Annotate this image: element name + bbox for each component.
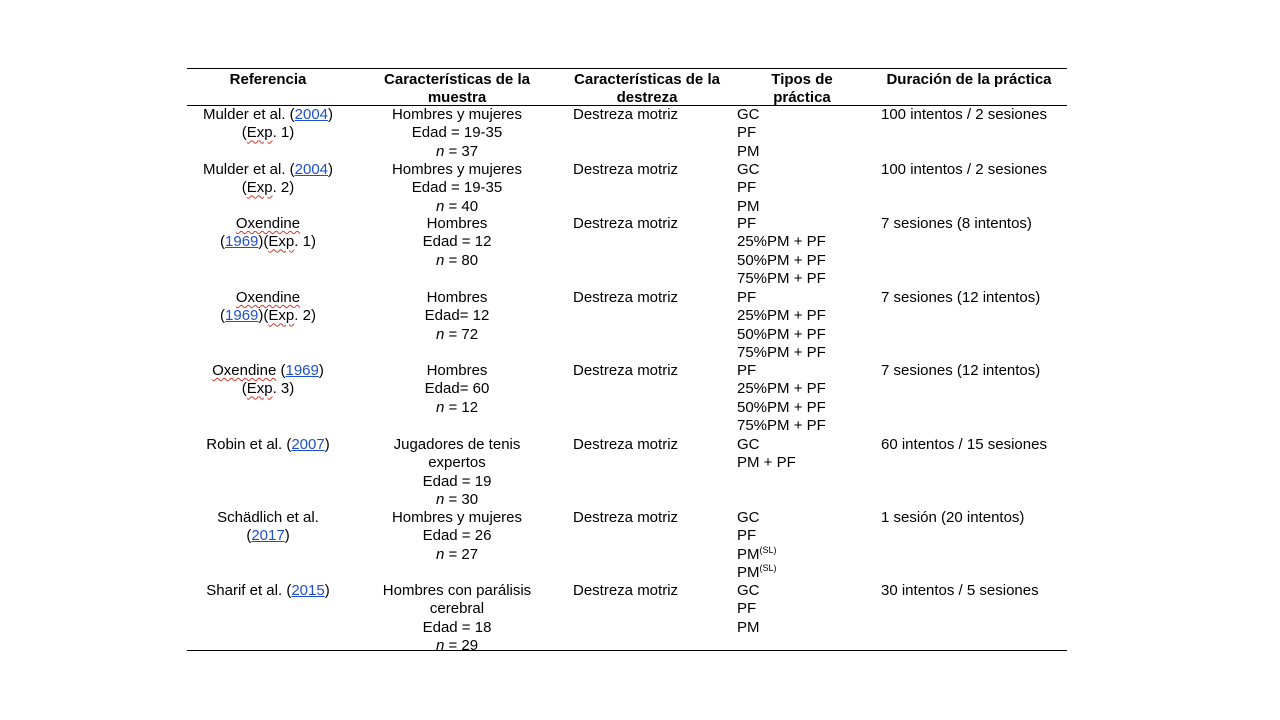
n-label: n: [435, 398, 445, 416]
practice-line: GC: [737, 436, 760, 453]
sample-cell: [372, 509, 542, 564]
reference-cell: [187, 582, 349, 600]
year-link[interactable]: 2007: [291, 436, 325, 453]
practice-line: PF: [737, 362, 757, 379]
sample-line: Hombres: [426, 289, 488, 306]
duration-cell: 7 sesiones (8 intentos): [881, 215, 1032, 232]
practice-line: PM: [737, 142, 760, 160]
reference-cell: [187, 362, 349, 399]
practice-cell: [737, 582, 877, 637]
reference-text: . 1): [272, 124, 295, 142]
table-row: [187, 161, 1067, 215]
spellcheck-word: Exp: [268, 233, 295, 251]
practice-line: PF: [737, 124, 757, 142]
header-duracion-practica: Duración de la práctica: [886, 71, 1052, 88]
practice-cell: [737, 509, 877, 582]
duration-cell: 100 intentos / 2 sesiones: [881, 161, 1047, 178]
skill-cell: Destreza motriz: [573, 106, 679, 123]
skill-cell: Destreza motriz: [573, 436, 679, 453]
practice-line: GC: [737, 161, 760, 178]
n-value: = 12: [444, 398, 479, 416]
reference-text: (: [276, 362, 286, 379]
practice-line: 75%PM + PF: [737, 416, 826, 434]
n-value: = 27: [444, 545, 479, 563]
sample-line: cerebral: [429, 600, 485, 618]
practice-line: 75%PM + PF: [737, 269, 826, 287]
n-value: = 80: [444, 251, 479, 269]
practice-cell: [737, 362, 877, 435]
practice-line: PM: [737, 545, 760, 563]
practice-cell: [737, 161, 877, 216]
practice-line: PM: [737, 197, 760, 215]
reference-text: (: [241, 179, 247, 197]
reference-cell: [187, 436, 349, 454]
practice-line: GC: [737, 509, 760, 526]
reference-text: . 2): [294, 307, 316, 325]
reference-text: . 3): [272, 380, 295, 398]
reference-text: (: [246, 527, 252, 545]
practice-line: 25%PM + PF: [737, 380, 826, 398]
sample-cell: [372, 215, 542, 270]
year-link[interactable]: 1969: [285, 362, 319, 379]
n-value: = 37: [444, 142, 479, 160]
practice-line: GC: [737, 582, 760, 599]
sample-line: Hombres con parálisis: [382, 582, 532, 599]
header-caracteristicas-muestra: Características de la muestra: [384, 71, 530, 106]
practice-line: PF: [737, 179, 757, 197]
practice-line: PF: [737, 527, 757, 545]
sample-line: expertos: [428, 454, 486, 472]
reference-text: (: [241, 380, 247, 398]
spellcheck-word: Exp: [246, 124, 273, 142]
year-link[interactable]: 2017: [251, 527, 285, 545]
practice-cell: [737, 289, 877, 362]
reference-text: ): [328, 106, 334, 123]
duration-cell: 100 intentos / 2 sesiones: [881, 106, 1047, 123]
spellcheck-word: Exp: [246, 179, 273, 197]
sample-line: Hombres y mujeres: [391, 106, 523, 123]
skill-cell: Destreza motriz: [573, 215, 679, 232]
n-value: = 40: [444, 197, 479, 215]
skill-cell: Destreza motriz: [573, 582, 679, 599]
spellcheck-word: Oxendine: [235, 215, 301, 232]
sample-cell: [372, 106, 542, 161]
table-row: [187, 106, 1067, 161]
n-label: n: [435, 197, 445, 215]
practice-line: PM: [737, 563, 760, 581]
skill-cell: Destreza motriz: [573, 289, 679, 306]
reference-cell: [187, 215, 349, 252]
practice-line: PM: [737, 618, 760, 636]
reference-text: Mulder et al. (: [202, 161, 295, 178]
n-label: n: [435, 251, 445, 269]
practice-line: 50%PM + PF: [737, 398, 826, 416]
sample-line: Edad = 18: [422, 618, 492, 636]
sample-line: Edad = 19: [422, 472, 492, 490]
sample-line: Edad = 26: [422, 527, 492, 545]
sample-line: Edad = 19-35: [411, 124, 503, 142]
reference-cell: [187, 106, 349, 143]
table-row: [187, 436, 1067, 509]
header-tipos-practica: Tipos de práctica: [771, 71, 833, 106]
reference-text: . 2): [272, 179, 295, 197]
study-table: [187, 68, 1067, 654]
header-caracteristicas-destreza: Características de la destreza: [574, 71, 720, 106]
table-row: [187, 582, 1067, 654]
sample-line: Hombres y mujeres: [391, 161, 523, 178]
sample-line: Edad= 12: [424, 307, 490, 325]
table-row: [187, 215, 1067, 289]
duration-cell: 30 intentos / 5 sesiones: [881, 582, 1039, 599]
sample-cell: [372, 289, 542, 344]
practice-cell: [737, 106, 877, 161]
n-label: n: [435, 636, 445, 654]
practice-superscript: (SL): [759, 562, 777, 573]
n-label: n: [435, 545, 445, 563]
practice-line: 25%PM + PF: [737, 233, 826, 251]
sample-cell: [372, 362, 542, 417]
year-link[interactable]: 2004: [294, 161, 329, 178]
spellcheck-word: Exp: [246, 380, 273, 398]
reference-text: (: [220, 307, 226, 325]
sample-line: Hombres: [426, 215, 488, 232]
practice-cell: [737, 436, 877, 473]
practice-line: 25%PM + PF: [737, 307, 826, 325]
table-row: [187, 362, 1067, 436]
reference-cell: [187, 509, 349, 546]
practice-line: 50%PM + PF: [737, 325, 826, 343]
duration-cell: 7 sesiones (12 intentos): [881, 289, 1041, 306]
sample-cell: [372, 161, 542, 216]
skill-cell: Destreza motriz: [573, 362, 679, 379]
reference-cell: [187, 161, 349, 198]
year-link[interactable]: 1969: [225, 233, 259, 251]
practice-line: PM + PF: [737, 454, 796, 472]
duration-cell: 1 sesión (20 intentos): [881, 509, 1025, 526]
reference-cell: [187, 289, 349, 326]
practice-line: PF: [737, 600, 757, 618]
n-label: n: [435, 325, 445, 343]
spellcheck-word: Oxendine: [212, 362, 277, 379]
duration-cell: 7 sesiones (12 intentos): [881, 362, 1041, 379]
practice-line: PF: [737, 215, 757, 232]
skill-cell: Destreza motriz: [573, 509, 679, 526]
reference-text: ): [318, 362, 324, 379]
table-header: [187, 69, 1067, 106]
header-referencia: Referencia: [229, 71, 307, 88]
reference-text: ): [324, 582, 330, 599]
practice-line: 75%PM + PF: [737, 343, 826, 361]
practice-superscript: (SL): [759, 544, 777, 555]
sample-line: Edad= 60: [424, 380, 490, 398]
duration-cell: 60 intentos / 15 sesiones: [881, 436, 1047, 453]
n-label: n: [435, 142, 445, 160]
reference-text: . 1): [294, 233, 316, 251]
reference-text: )(: [258, 233, 269, 251]
reference-text: ): [324, 436, 330, 453]
sample-line: Edad = 12: [422, 233, 492, 251]
reference-text: Mulder et al. (: [202, 106, 295, 123]
sample-line: Hombres: [426, 362, 488, 379]
reference-text: Sharif et al. (: [206, 582, 292, 599]
practice-line: PF: [737, 289, 757, 306]
n-label: n: [435, 490, 445, 508]
table-row: [187, 289, 1067, 362]
spellcheck-word: Exp: [268, 307, 295, 325]
reference-text: ): [284, 527, 290, 545]
practice-line: GC: [737, 106, 760, 123]
year-link[interactable]: 2015: [291, 582, 325, 599]
reference-text: )(: [258, 307, 269, 325]
sample-line: Jugadores de tenis: [393, 436, 521, 453]
year-link[interactable]: 2004: [294, 106, 329, 123]
reference-text: Schädlich et al.: [217, 509, 319, 526]
sample-cell: [372, 436, 542, 509]
reference-text: (: [241, 124, 247, 142]
year-link[interactable]: 1969: [225, 307, 259, 325]
practice-cell: [737, 215, 877, 288]
n-value: = 72: [444, 325, 479, 343]
reference-text: (: [220, 233, 226, 251]
n-value: = 30: [444, 490, 479, 508]
reference-text: Robin et al. (: [206, 436, 292, 453]
skill-cell: Destreza motriz: [573, 161, 679, 178]
reference-text: ): [328, 161, 334, 178]
table-body: [187, 106, 1067, 654]
n-value: = 29: [444, 636, 479, 654]
table-row: [187, 509, 1067, 582]
sample-cell: [372, 582, 542, 655]
spellcheck-word: Oxendine: [235, 289, 301, 306]
sample-line: Edad = 19-35: [411, 179, 503, 197]
sample-line: Hombres y mujeres: [391, 509, 523, 526]
practice-line: 50%PM + PF: [737, 251, 826, 269]
